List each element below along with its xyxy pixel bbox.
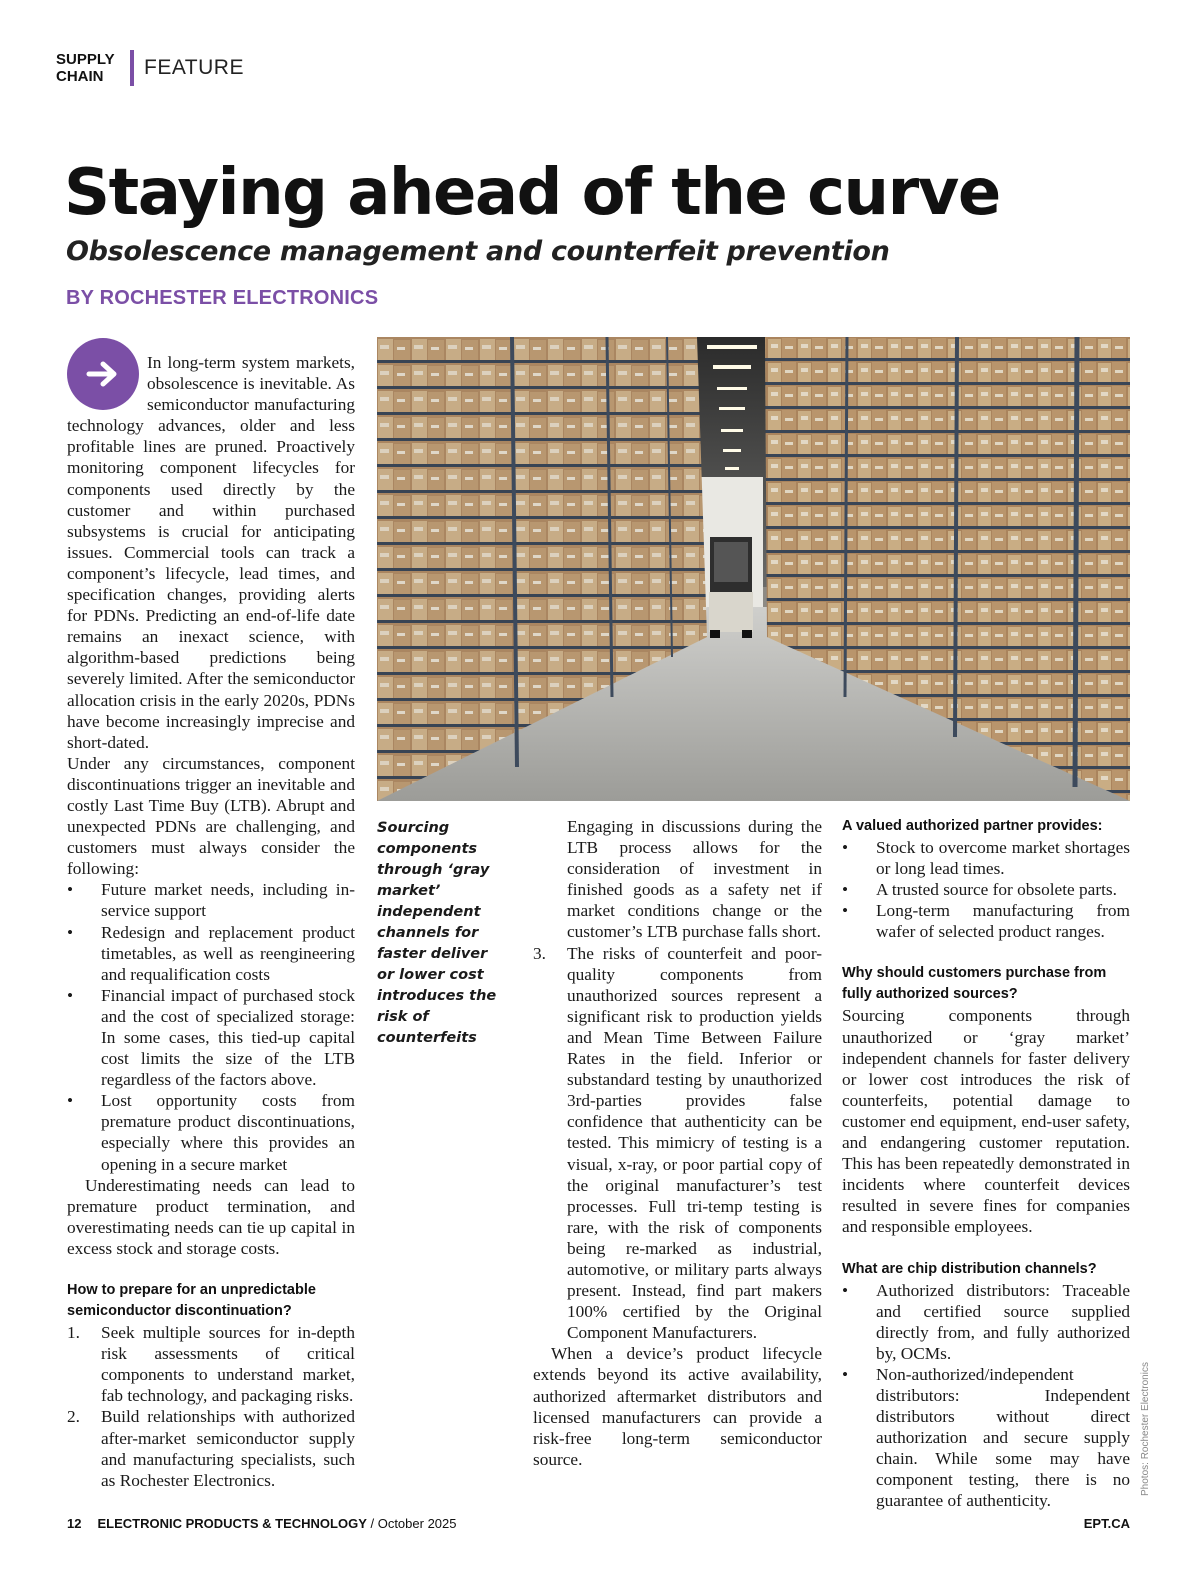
section-divider [130,50,134,86]
list-number: 1. [67,1323,80,1343]
ltb-paragraph: Under any circumstances, component discontinuations trigger an inevitable and costly Last Time Buy (LTB). Abrupt and unexpected PDNs are challenging, and customers must always consider the following: [67,753,355,879]
list-item: • Long-term manufacturing from wafer of selected product ranges. [842,900,1130,942]
list-text: Build relationships with authorized after-market semiconductor supply and manufacturing specialists, such as Rochester Electronics. [101,1407,355,1490]
considerations-list [67,879,355,1174]
issue-date: / October 2025 [366,1516,457,1531]
list-text: Seek multiple sources for in-depth risk assessments of critical components to understand market, fab technology, and packaging risks. [101,1323,355,1406]
lifecycle-paragraph: When a device’s product lifecycle extends beyond its active availability, authorized aftermarket distributors and licensed manufacturers can provide a risk-free long-term semiconductor source. [533,1344,822,1469]
why-paragraph: Sourcing components through unauthorized or ‘gray market’ independent channels for faster delivery or lower cost introduces the risk of counterfeits, potential damage to customer end equipment, end-user safety, and endangering customer reputation. This has been repeatedly demonstrated in incidents where counterfeit devices resulted in severe fines for companies and responsible employees. [842,1006,1130,1237]
prepare-steps-continued [533,943,822,1344]
list-item: • Non-authorized/independent distributors: Independent distributors without direct authorization and secure supply chain. While some may have component testing, there is no guarantee of authenticity. [842,1364,1130,1512]
pull-quote: Sourcing components through ‘gray market’ independent channels for faster deliver or lower cost introduces the risk of counterfeits [377,820,497,1046]
warehouse-photo [377,337,1130,801]
partner-list [842,837,1130,942]
list-number: 2. [67,1407,80,1427]
partner-heading: A valued authorized partner provides: [842,818,1103,834]
list-item: • Redesign and replacement product timetables, as well as reengineering and requalification costs [67,922,355,985]
article-byline: BY ROCHESTER ELECTRONICS [66,287,379,309]
prepare-steps [67,1322,355,1491]
list-item: • Future market needs, including in-service support [67,879,355,921]
website-link[interactable]: EPT.CA [1083,1516,1130,1531]
arrow-right-icon [67,338,139,410]
channels-list [842,1280,1130,1512]
channels-heading: What are chip distribution channels? [842,1260,1097,1277]
column-4 [842,816,1130,1512]
list-item: • Authorized distributors: Traceable and certified source supplied directly from, and fully authorized by, OCMs. [842,1280,1130,1364]
column-1 [67,352,355,1491]
section-type: FEATURE [144,56,244,79]
list-item: • Financial impact of purchased stock and the cost of specialized storage: In some cases, this tied-up capital cost limits the size of the LTB regardless of the factors above. [67,985,355,1090]
estimate-paragraph: Underestimating needs can lead to premature product termination, and overestimating needs can tie up capital in excess stock and storage costs. [67,1175,355,1258]
why-heading: Why should customers purchase from fully authorized sources? [842,965,1107,1003]
prepare-heading: How to prepare for an unpredictable semiconductor discontinuation? [67,1282,316,1320]
list-number: 3. [533,943,546,963]
section-name-line2: CHAIN [56,68,104,85]
article-title: Staying ahead of the curve [64,156,1000,230]
continuation-paragraph: Engaging in discussions during the LTB process allows for the consideration of investment in finished goods as a safety net if market conditions change or the customer’s LTB purchase falls short. [567,817,822,942]
intro-paragraph: In long-term system markets, obsolescence is inevitable. As semiconductor manufacturing technology advances, older and less profitable lines are pruned. Proactively monitoring component lifecycles for components used directly by the customer and within purchased subsystems is crucial for anticipating issues. Commercial tools can track a component’s lifecycle, lead times, and specification changes, providing alerts for PDNs. Predicting an end-of-life date remains an inexact science, with algorithm-based predictions being severely limited. After the semiconductor allocation crisis in the early 2020s, PDNs have become increasingly imprecise and short-dated. [67,353,355,752]
page-number: 12 [67,1516,82,1531]
list-item: • Lost opportunity costs from premature product discontinuations, especially where this provides an opening in a secure market [67,1090,355,1174]
list-item [67,1406,355,1490]
list-item [67,1322,355,1406]
article-subtitle: Obsolescence management and counterfeit prevention [66,236,890,267]
list-text: The risks of counterfeit and poor-quality components from unauthorized sources represent a significant risk to production yields and Mean Time Between Failure Rates in the field. Inferior or substandard testing by unauthorized 3rd-parties provides false confidence that authenticity can be tested. This mimicry of testing is a visual, x-ray, or poor partial copy of the original manufacturer’s test processes. Full tri-temp testing is rare, with the risk of components being re-marked as industrial, automotive, or military parts always present. Instead, find part makers 100% certified by the Original Component Manufacturers. [567,943,822,1343]
section-label [56,50,244,86]
page-footer [67,1516,457,1531]
list-item [533,943,822,1344]
photo-credit: Photos: Rochester Electronics [1140,1362,1151,1496]
list-item: • Stock to overcome market shortages or long lead times. [842,837,1130,879]
section-name [56,51,126,85]
section-name-line1: SUPPLY [56,51,115,68]
column-3 [533,816,822,1470]
publication-name: ELECTRONIC PRODUCTS & TECHNOLOGY [97,1516,367,1531]
list-item: • A trusted source for obsolete parts. [842,879,1130,900]
